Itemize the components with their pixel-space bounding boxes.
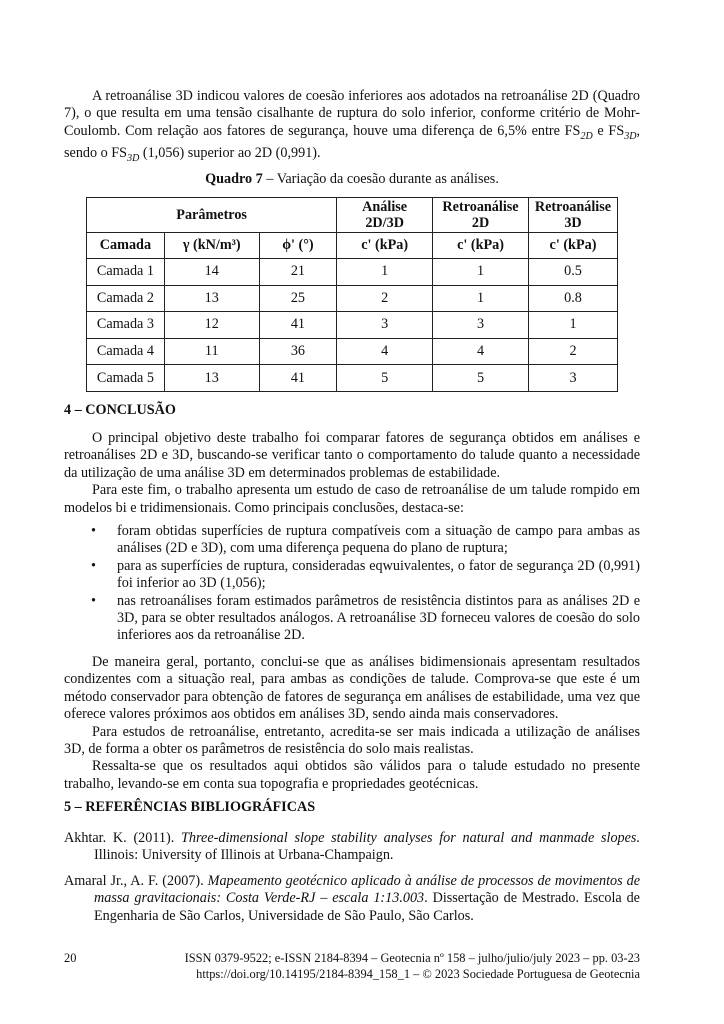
col-c-retro3d: c' (kPa) — [528, 233, 617, 259]
cell-gamma: 14 — [164, 259, 259, 286]
reference-item: Amaral Jr., A. F. (2007). Mapeamento geotécnico aplicado à análise de processos de movimentos de massa gravitacionais: Costa Verde-RJ – escala 1:13.003. Dissertação de Mestrado. Escola de Engenharia de São Carlos, Universidade de São Paulo, São Carlos. — [64, 872, 640, 924]
cell-gamma: 13 — [164, 285, 259, 312]
col-camada: Camada — [87, 233, 165, 259]
cell-camada: Camada 5 — [87, 365, 165, 392]
caption-text: – Variação da coesão durante as análises. — [262, 171, 499, 187]
table-header-row-1 — [87, 198, 618, 233]
header-retro-3d: Retroanálise 3D — [528, 198, 617, 233]
list-item — [64, 593, 640, 645]
list-item-text: nas retroanálises foram estimados parâmetros de resistência distintos para as análises 2D e 3D, para se obter resultados análogos. A retroanálise 3D forneceu valores de coesão do solo inferiores aos da retroanálise 2D. — [117, 592, 640, 644]
cell-phi: 41 — [259, 365, 337, 392]
conclusion-list — [64, 523, 640, 645]
cell-c-retro2d: 4 — [433, 338, 529, 365]
conclusion-paragraph-5: Ressalta-se que os resultados aqui obtidos são válidos para o talude estudado no presente trabalho, levando-se em conta sua topografia e propriedades geotécnicas. — [64, 758, 640, 792]
quadro-7-table — [86, 197, 618, 392]
cell-camada: Camada 2 — [87, 285, 165, 312]
cell-phi: 21 — [259, 259, 337, 286]
section-4-heading: 4 – CONCLUSÃO — [64, 402, 176, 418]
intro-text-b: (1,056) superior ao 2D (0,991). — [139, 145, 321, 162]
conclusion-section — [64, 430, 640, 645]
header-analise: Análise 2D/3D — [337, 198, 433, 233]
intro-and: e FS — [592, 122, 625, 139]
page-footer — [64, 951, 640, 982]
footer-issn: ISSN 0379-9522; e-ISSN 2184-8394 – Geotecnia nº 158 – julho/julio/july 2023 – pp. 03-23 — [184, 951, 640, 965]
conclusion-paragraph-2: Para este fim, o trabalho apresenta um estudo de caso de retroanálise de um talude rompido em modelos bi e tridimensionais. Como principais conclusões, destaca-se: — [64, 482, 640, 516]
bullet-icon: • — [91, 592, 96, 609]
bullet-icon: • — [91, 557, 96, 574]
cell-c-retro2d: 1 — [433, 259, 529, 286]
cell-phi: 41 — [259, 312, 337, 339]
list-item — [64, 523, 640, 558]
cell-phi: 25 — [259, 285, 337, 312]
list-item-text: foram obtidas superfícies de ruptura compatíveis com a situação de campo para ambas as análises (2D e 3D), com uma diferença pequena do plano de ruptura; — [117, 523, 640, 557]
cell-c-retro2d: 5 — [433, 365, 529, 392]
cell-camada: Camada 4 — [87, 338, 165, 365]
cell-c-analise: 3 — [337, 312, 433, 339]
col-c-analise: c' (kPa) — [337, 233, 433, 259]
subscript-3d: 3D — [624, 130, 637, 142]
cell-c-retro3d: 3 — [528, 365, 617, 392]
intro-comma: , sendo o FS — [64, 122, 640, 162]
reference-item: Akhtar. K. (2011). Three-dimensional slope stability analyses for natural and manmade slopes. Illinois: University of Illinois at Urbana-Champaign. — [64, 830, 640, 864]
cell-c-analise: 5 — [337, 365, 433, 392]
cell-gamma: 11 — [164, 338, 259, 365]
table-header-row-2 — [87, 233, 618, 259]
conclusion-paragraph-4: Para estudos de retroanálise, entretanto, acredita-se ser mais indicada a utilização de análises 3D, de forma a obter os parâmetros de resistência do solo mais realistas. — [64, 723, 640, 758]
cell-c-retro3d: 0.8 — [528, 285, 617, 312]
section-5-heading: 5 – REFERÊNCIAS BIBLIOGRÁFICAS — [64, 799, 316, 815]
cell-gamma: 13 — [164, 365, 259, 392]
intro-paragraph — [64, 88, 640, 167]
bullet-icon: • — [91, 523, 96, 540]
cell-c-retro3d: 1 — [528, 312, 617, 339]
list-item-text: para as superfícies de ruptura, consideradas eqwuivalentes, o fator de segurança 2D (0,991) foi inferior ao 3D (1,056); — [117, 557, 640, 592]
page-number: 20 — [64, 951, 77, 965]
cell-camada: Camada 3 — [87, 312, 165, 339]
conclusion-paragraph-3: De maneira geral, portanto, conclui-se que as análises bidimensionais apresentam resultados condizentes com a situação real, para ambas as condições de talude. Comprova-se que este é um método conservador para obtenção de fatores de segurança em análises de estabilidade, uma vez que oferece valores próximos aos obtidos em análises 3D, sendo ainda mais conservadores. — [64, 654, 640, 723]
subscript-3d-b: 3D — [127, 152, 140, 164]
cell-c-analise: 2 — [337, 285, 433, 312]
cell-c-retro3d: 2 — [528, 338, 617, 365]
table-row — [87, 338, 618, 365]
list-item — [64, 558, 640, 593]
table-row — [87, 365, 618, 392]
conclusion-paragraph-1: O principal objetivo deste trabalho foi comparar fatores de segurança obtidos em análises e retroanálises 2D e 3D, buscando-se verificar tanto o comportamento do talude quanto a necessidade da utilização de uma análise 3D em determinados problemas de estabilidade. — [64, 430, 640, 481]
col-c-retro2d: c' (kPa) — [433, 233, 529, 259]
header-retro-2d: Retroanálise 2D — [433, 198, 529, 233]
table-row — [87, 312, 618, 339]
reference-title: Mapeamento geotécnico aplicado à análise de processos de movimentos de massa gravitacionais: Costa Verde-RJ – escala 1:13.003 — [94, 872, 640, 907]
cell-c-analise: 4 — [337, 338, 433, 365]
subscript-2d: 2D — [580, 130, 593, 142]
references-list — [64, 830, 640, 933]
table-row — [87, 285, 618, 312]
cell-gamma: 12 — [164, 312, 259, 339]
cell-c-retro3d: 0.5 — [528, 259, 617, 286]
table-row — [87, 259, 618, 286]
cell-c-retro2d: 1 — [433, 285, 529, 312]
table-caption — [64, 171, 640, 188]
cell-phi: 36 — [259, 338, 337, 365]
footer-doi: https://doi.org/10.14195/2184-8394_158_1 – © 2023 Sociedade Portuguesa de Geotecnia — [196, 966, 640, 981]
col-phi: ϕ' (°) — [259, 233, 337, 259]
caption-label: Quadro 7 — [205, 171, 263, 187]
conclusion-section-continued — [64, 654, 640, 793]
cell-camada: Camada 1 — [87, 259, 165, 286]
cell-c-analise: 1 — [337, 259, 433, 286]
header-parametros: Parâmetros — [87, 198, 337, 233]
cell-c-retro2d: 3 — [433, 312, 529, 339]
col-gamma: γ (kN/m³) — [164, 233, 259, 259]
reference-title: Three-dimensional slope stability analyses for natural and manmade slopes. — [181, 830, 640, 846]
intro-text-a: A retroanálise 3D indicou valores de coesão inferiores aos adotados na retroanálise 2D (Quadro 7), o que resulta em uma tensão cisalhante de ruptura do solo inferior, conforme critério de Mohr-Coulomb. Com relação aos fatores de segurança, houve uma diferença de 6,5% entre FS — [64, 88, 640, 139]
